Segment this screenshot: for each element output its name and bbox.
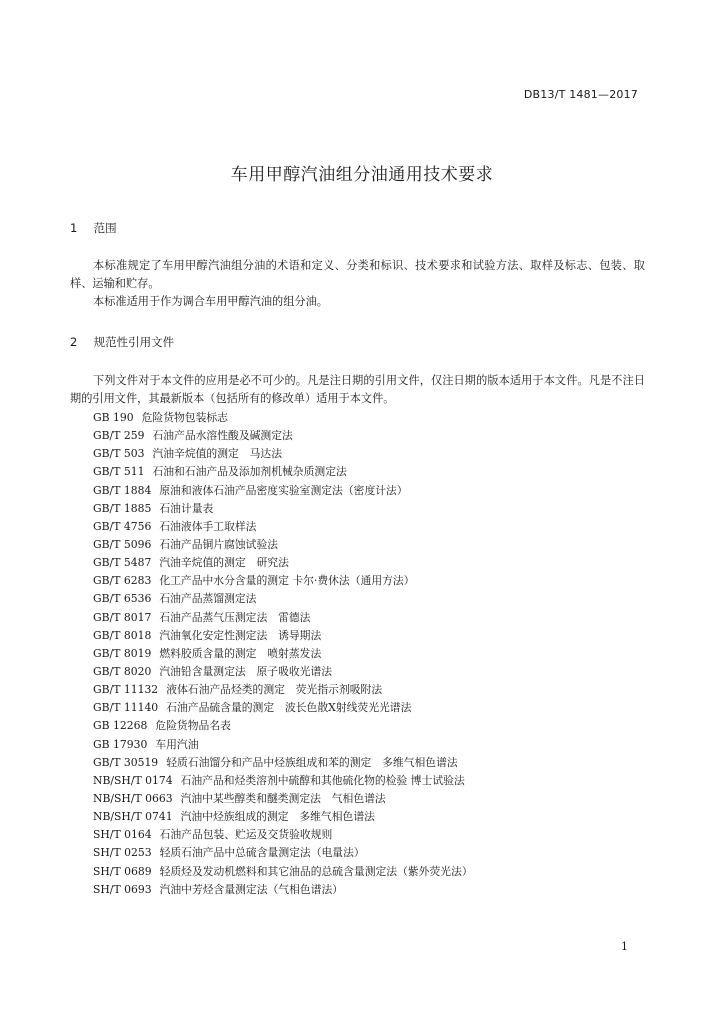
reference-code: GB/T 1885 [93, 501, 152, 515]
normative-refs-intro: 下列文件对于本文件的应用是必不可少的。凡是注日期的引用文件，仅注日期的版本适用于本文件。凡是不注日期的引用文件，其最新版本（包括所有的修改单）适用于本文件。 [70, 374, 645, 405]
reference-code: GB 12268 [93, 719, 148, 733]
reference-title: 轻质烃及发动机燃料和其它油品的总硫含量测定法（紫外荧光法） [159, 864, 473, 878]
reference-title: 车用汽油 [155, 737, 199, 751]
reference-code: GB/T 30519 [93, 755, 159, 769]
reference-code: GB/T 503 [93, 447, 145, 461]
reference-item [93, 445, 473, 463]
reference-item [93, 518, 473, 536]
scope-paragraph-1: 本标准规定了车用甲醇汽油组分油的术语和定义、分类和标识、技术要求和试验方法、取样及标志、包装、取样、运输和贮存。 [70, 259, 645, 290]
reference-code: GB/T 8018 [93, 628, 152, 642]
reference-code: GB/T 4756 [93, 519, 152, 533]
reference-code: NB/SH/T 0174 [93, 773, 173, 787]
reference-title: 汽油中烃族组成的测定 多维气相色谱法 [180, 810, 375, 824]
scope-paragraph-2: 本标准适用于作为调合车用甲醇汽油的组分油。 [93, 295, 328, 308]
reference-item [93, 844, 473, 862]
reference-title: 汽油辛烷值的测定 研究法 [159, 556, 289, 570]
reference-code: GB 17930 [93, 737, 148, 751]
reference-title: 危险货物包装标志 [141, 411, 228, 424]
reference-item [93, 699, 473, 717]
reference-code: SH/T 0164 [93, 828, 152, 842]
reference-code: SH/T 0689 [93, 864, 152, 878]
reference-item [93, 590, 473, 608]
reference-title: 化工产品中水分含量的测定 卡尔·费休法（通用方法） [159, 574, 415, 588]
reference-code: GB/T 1884 [93, 483, 152, 497]
reference-item [93, 409, 473, 427]
reference-title: 石油产品蒸气压测定法 雷德法 [159, 610, 311, 624]
reference-code: NB/SH/T 0663 [93, 791, 173, 805]
reference-code: GB/T 8020 [93, 664, 152, 678]
section-title: 范围 [93, 221, 117, 235]
reference-title: 石油产品和烃类溶剂中硫醇和其他硫化物的检验 博士试验法 [180, 773, 465, 787]
reference-title: 汽油氧化安定性测定法 诱导期法 [159, 628, 322, 642]
reference-code: NB/SH/T 0741 [93, 810, 173, 824]
reference-title: 汽油中某些醇类和醚类测定法 气相色谱法 [180, 791, 386, 805]
reference-title: 石油产品铜片腐蚀试验法 [159, 537, 279, 551]
reference-title: 石油液体手工取样法 [159, 519, 257, 533]
reference-code: GB/T 6536 [93, 592, 152, 606]
reference-code: GB/T 11132 [93, 683, 159, 697]
reference-title: 石油产品包装、贮运及交货验收规则 [159, 828, 333, 842]
reference-title: 液体石油产品烃类的测定 荧光指示剂吸附法 [166, 683, 383, 697]
reference-item [93, 627, 473, 645]
reference-code: GB/T 8017 [93, 610, 152, 624]
reference-item [93, 717, 473, 735]
reference-item [93, 681, 473, 699]
reference-item [93, 863, 473, 881]
section-number: 1 [70, 221, 78, 235]
reference-title: 石油产品蒸馏测定法 [159, 592, 257, 606]
reference-title: 汽油中芳烃含量测定法（气相色谱法） [159, 882, 344, 896]
reference-title: 汽油铅含量测定法 原子吸收光谱法 [159, 664, 333, 678]
reference-item [93, 881, 473, 899]
reference-item [93, 572, 473, 590]
standard-code: DB13/T 1481—2017 [523, 88, 638, 101]
section-number: 2 [70, 335, 78, 349]
reference-item [93, 826, 473, 844]
section-2-heading [70, 334, 174, 350]
reference-title: 石油和石油产品及添加剂机械杂质测定法 [152, 465, 347, 479]
reference-code: GB/T 11140 [93, 701, 159, 715]
section-1-heading [70, 220, 117, 236]
reference-title: 汽油辛烷值的测定 马达法 [152, 447, 283, 461]
reference-item [93, 500, 473, 518]
reference-code: GB 190 [93, 411, 134, 424]
document-title: 车用甲醇汽油组分油通用技术要求 [230, 165, 494, 185]
reference-item [93, 808, 473, 826]
reference-title: 石油计量表 [159, 501, 214, 515]
reference-code: GB/T 5487 [93, 556, 152, 570]
reference-title: 石油产品水溶性酸及碱测定法 [152, 429, 293, 443]
reference-item [93, 609, 473, 627]
page-number: 1 [621, 940, 628, 953]
reference-code: GB/T 511 [93, 465, 145, 479]
reference-title: 轻质石油产品中总硫含量测定法（电量法） [159, 846, 365, 860]
reference-code: GB/T 8019 [93, 646, 152, 660]
reference-item [93, 754, 473, 772]
reference-title: 燃料胶质含量的测定 喷射蒸发法 [159, 646, 322, 660]
reference-item [93, 482, 473, 500]
reference-item [93, 645, 473, 663]
reference-item [93, 736, 473, 754]
reference-code: SH/T 0253 [93, 846, 152, 860]
reference-code: GB/T 6283 [93, 574, 152, 588]
reference-item [93, 772, 473, 790]
reference-title: 石油产品硫含量的测定 波长色散X射线荧光光谱法 [166, 701, 412, 715]
reference-item [93, 554, 473, 572]
reference-code: SH/T 0693 [93, 882, 152, 896]
reference-title: 原油和液体石油产品密度实验室测定法（密度计法） [159, 483, 408, 497]
reference-item [93, 663, 473, 681]
reference-list [93, 409, 473, 899]
reference-title: 危险货物品名表 [155, 719, 231, 733]
reference-item [93, 463, 473, 481]
reference-item [93, 536, 473, 554]
reference-item [93, 427, 473, 445]
reference-item [93, 790, 473, 808]
reference-code: GB/T 259 [93, 429, 145, 443]
reference-title: 轻质石油馏分和产品中烃族组成和苯的测定 多维气相色谱法 [166, 755, 458, 769]
reference-code: GB/T 5096 [93, 537, 152, 551]
section-title: 规范性引用文件 [93, 335, 175, 349]
